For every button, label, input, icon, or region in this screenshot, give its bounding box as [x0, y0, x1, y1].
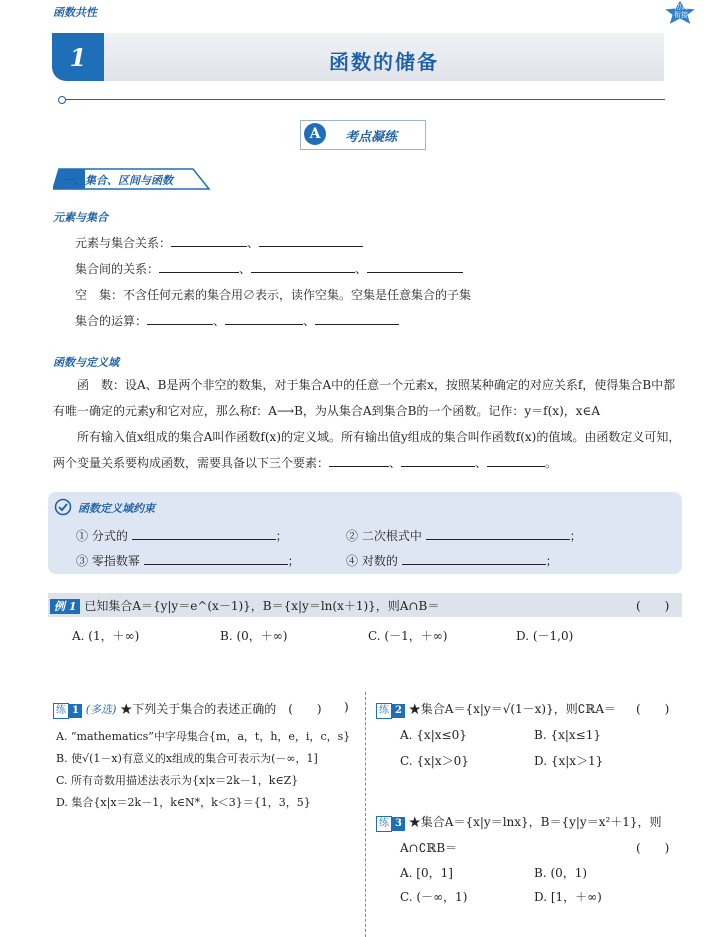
- practice-1-option-c: C. 所有奇数用描述法表示为{x|x＝2k－1，k∈Z}: [56, 774, 299, 787]
- practice-3-option-b: B. (0，1): [534, 866, 588, 880]
- constraint-item-2: ② 二次根式中 ；: [346, 529, 582, 543]
- running-title: 函数共性: [53, 6, 97, 19]
- chapter-number-box: [52, 33, 104, 81]
- practice-2-question: 练 2 ★集合A＝{x|y＝√(1－x)}，则∁ℝA＝: [376, 700, 616, 719]
- practice-2-option-c: C. {x|x＞0}: [400, 754, 469, 768]
- example-1-option-c: C. (－1，＋∞): [368, 629, 448, 643]
- practice-2-paren: ( ): [636, 702, 670, 716]
- constraint-item-3: ③ 零指数幂 ；: [76, 554, 300, 568]
- corner-badge: 初高衔接: [660, 0, 700, 26]
- title-rule: [60, 99, 665, 100]
- section-a-letter: A: [304, 123, 326, 145]
- example-1-question: 例 1 已知集合A＝{y|y＝e^(x－1)}，B＝{x|y＝ln(x＋1)}，则A∩B＝: [50, 597, 439, 614]
- practice-2-option-d: D. {x|x＞1}: [534, 754, 604, 768]
- example-1-option-b: B. (0，＋∞): [220, 629, 288, 643]
- constraint-item-4: ④ 对数的 ；: [346, 554, 558, 568]
- chapter-number: 1: [69, 43, 87, 72]
- chapter-title: 函数的储备: [329, 50, 439, 74]
- functions-paragraph-2: 所有输入值x组成的集合A叫作函数f(x)的定义域。所有输出值y组成的集合叫作函数f(x)的值域。由函数定义可知，两个变量关系要构成函数，需要具备以下三个要素： 、 、 。: [53, 430, 681, 470]
- practice-3-question-cont: A∩∁ℝB＝: [400, 841, 458, 855]
- constraint-panel: [48, 492, 682, 574]
- part-label: 一、集合、区间与函数: [63, 174, 173, 187]
- practice-3-option-a: A. [0，1]: [400, 866, 453, 880]
- practice-3-option-d: D. [1，＋∞): [534, 890, 602, 904]
- practice-3-paren: ( ): [636, 841, 670, 855]
- title-rule-dot: [58, 96, 66, 104]
- practice-1-option-a: A. “mathematics”中字母集合{m，a，t，h，e，i，c，s}: [56, 730, 351, 743]
- sets-line-3: 空 集：不含任何元素的集合用∅表示，读作空集。空集是任意集合的子集: [75, 288, 472, 302]
- sets-line-1: 元素与集合关系： 、: [75, 234, 363, 251]
- constraint-item-1: ① 分式的 ；: [76, 529, 288, 543]
- practice-1-option-b: B. 使√(1－x)有意义的x组成的集合可表示为(－∞，1]: [56, 752, 318, 765]
- sets-line-2: 集合间的关系： 、 、: [75, 260, 463, 277]
- check-circle-icon: [54, 498, 72, 516]
- example-1-option-a: A. (1，＋∞): [72, 629, 140, 643]
- practice-2-option-b: B. {x|x≤1}: [534, 728, 601, 742]
- constraint-title: 函数定义域约束: [78, 502, 155, 515]
- practice-1-question: 练 1 (多选) ★下列关于集合的表述正确的 ( ): [53, 700, 322, 719]
- practice-3-question: 练 3 ★集合A＝{x|y＝lnx}，B＝{y|y＝x²＋1}，则: [376, 813, 662, 832]
- example-1-option-d: D. (－1,0): [516, 629, 574, 643]
- functions-paragraph-1: 函 数：设A、B是两个非空的数集，对于集合A中的任意一个元素x，按照某种确定的对应关系f，使得集合B中都有唯一确定的元素y和它对应，那么称f：A⟶B，为从集合A到集合B的一个函数。记作：y＝f(x)，x∈A: [53, 378, 676, 418]
- column-divider: [365, 692, 366, 937]
- section-a-title: 考点凝练: [345, 130, 398, 145]
- practice-1-option-d: D. 集合{x|x＝2k－1，k∈N*，k＜3}＝{1，3，5}: [56, 796, 311, 809]
- example-1-paren: ( ): [636, 599, 670, 613]
- practice-2-option-a: A. {x|x≤0}: [400, 728, 467, 742]
- sets-line-4: 集合的运算： 、 、: [75, 312, 399, 329]
- practice-3-option-c: C. (－∞，1): [400, 890, 468, 904]
- section-a-label: [300, 120, 426, 150]
- practice-1-paren-end: ): [344, 700, 349, 714]
- example-tag: 例 1: [50, 599, 80, 614]
- part-ribbon: [53, 168, 209, 190]
- functions-heading: 函数与定义域: [53, 356, 119, 369]
- sets-heading: 元素与集合: [53, 211, 108, 224]
